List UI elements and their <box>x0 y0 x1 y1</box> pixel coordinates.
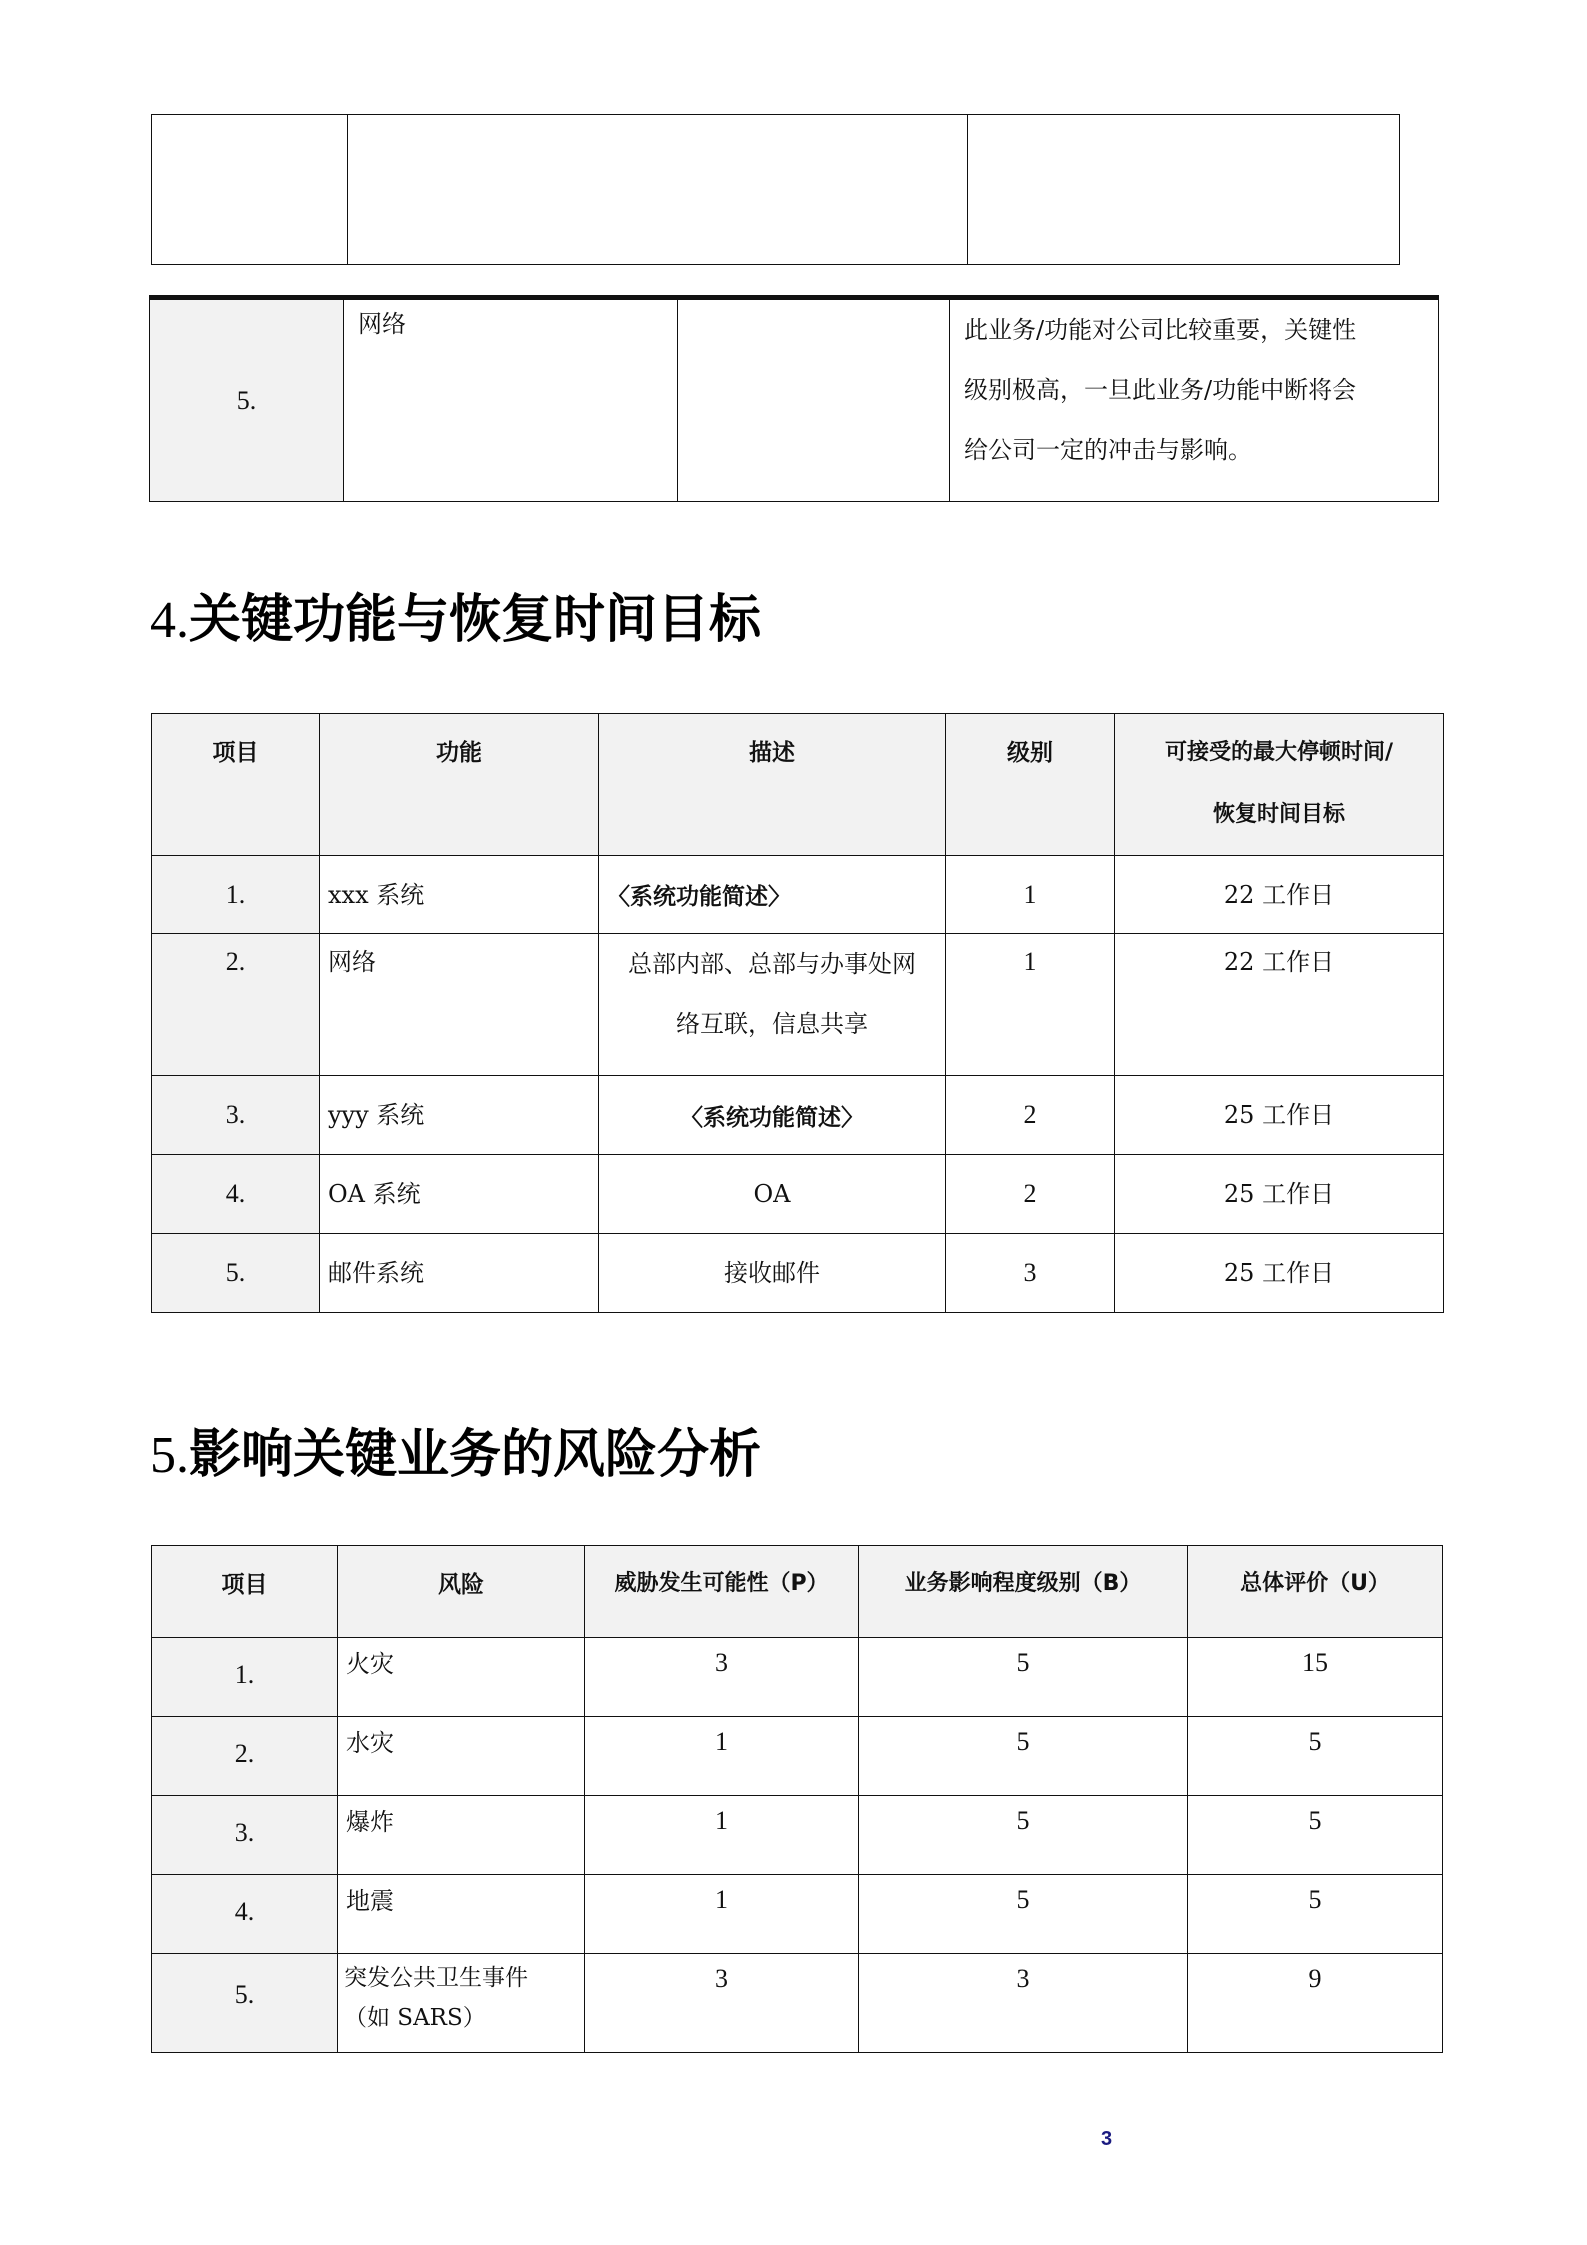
table-row <box>152 1076 1444 1155</box>
item-cell <box>150 298 344 502</box>
overall-cell <box>1188 1875 1443 1954</box>
section-number: 5. <box>150 1427 189 1484</box>
impact-cell <box>859 1875 1188 1954</box>
impact-value: 5 <box>1016 1806 1030 1835</box>
probability-value: 1 <box>715 1806 728 1835</box>
overall-value: 5 <box>1308 1806 1322 1835</box>
probability-value: 1 <box>715 1727 728 1756</box>
table-row <box>152 1954 1443 2053</box>
probability-cell <box>585 1638 859 1717</box>
description-text: OA <box>753 1180 791 1208</box>
item-cell <box>152 1954 338 2053</box>
description-line: 此业务/功能对公司比较重要，关键性 <box>964 316 1357 344</box>
description-cell <box>599 1155 946 1234</box>
level-value: 1 <box>1023 947 1037 976</box>
table-row <box>152 115 1400 265</box>
function-text: 网络 <box>328 948 376 976</box>
item-number: 4. <box>225 1179 246 1208</box>
empty-cell <box>348 115 968 265</box>
header-item: 项目 <box>152 714 320 856</box>
table-fragment-continued <box>149 295 1439 502</box>
level-value: 2 <box>1023 1179 1037 1208</box>
description-text: 〈系统功能简述〉 <box>607 884 791 910</box>
section-title: 影响关键业务的风险分析 <box>189 1425 762 1485</box>
function-text: OA 系统 <box>328 1180 421 1208</box>
item-cell <box>152 1155 320 1234</box>
item-number: 2. <box>234 1739 255 1768</box>
item-cell <box>152 115 348 265</box>
probability-cell <box>585 1954 859 2053</box>
overall-cell <box>1188 1796 1443 1875</box>
description-cell <box>950 298 1439 502</box>
table-row <box>152 1155 1444 1234</box>
recovery-time-table <box>151 713 1444 1313</box>
item-number: 5. <box>234 1980 255 2009</box>
function-cell <box>320 934 599 1076</box>
item-cell <box>152 1875 338 1954</box>
page-number: 3 <box>1101 2128 1113 2150</box>
probability-cell <box>585 1875 859 1954</box>
impact-value: 3 <box>1016 1964 1030 1993</box>
rto-value: 25 工作日 <box>1223 1259 1335 1287</box>
rto-cell <box>1115 856 1444 934</box>
table-row <box>152 1796 1443 1875</box>
rto-value: 22 工作日 <box>1223 948 1335 976</box>
item-cell <box>152 856 320 934</box>
description-cell <box>599 934 946 1076</box>
name-cell <box>344 298 678 502</box>
description-cell <box>599 856 946 934</box>
level-cell <box>946 1076 1115 1155</box>
item-number: 5. <box>236 385 257 415</box>
risk-cell <box>338 1954 585 2053</box>
rto-value: 25 工作日 <box>1223 1180 1335 1208</box>
header-rto-line1: 可接受的最大停顿时间/ <box>1164 740 1394 765</box>
table-row <box>152 856 1444 934</box>
description-line: 级别极高，一旦此业务/功能中断将会 <box>964 376 1357 404</box>
header-risk: 风险 <box>338 1546 585 1638</box>
overall-value: 9 <box>1308 1964 1322 1993</box>
item-number: 2. <box>225 947 246 976</box>
section-5-heading <box>150 1425 761 1486</box>
table-row <box>152 1875 1443 1954</box>
impact-cell <box>859 1954 1188 2053</box>
impact-cell <box>859 1717 1188 1796</box>
impact-value: 5 <box>1016 1885 1030 1914</box>
item-cell <box>152 1076 320 1155</box>
table-row <box>152 934 1444 1076</box>
item-cell <box>152 1638 338 1717</box>
rto-value: 25 工作日 <box>1223 1101 1335 1129</box>
level-value: 2 <box>1023 1100 1037 1129</box>
rto-cell <box>1115 1155 1444 1234</box>
overall-value: 5 <box>1308 1885 1322 1914</box>
header-rto <box>1115 714 1444 856</box>
risk-text: 突发公共卫生事件 <box>344 1965 528 1991</box>
description-line: 络互联，信息共享 <box>676 1010 868 1038</box>
probability-value: 3 <box>715 1648 728 1677</box>
level-value: 3 <box>1023 1258 1037 1287</box>
overall-cell <box>1188 1717 1443 1796</box>
header-rto-line2: 恢复时间目标 <box>1212 802 1345 827</box>
item-number: 1. <box>234 1660 255 1689</box>
section-title: 关键功能与恢复时间目标 <box>189 590 762 650</box>
impact-value: 5 <box>1016 1727 1030 1756</box>
item-cell <box>152 1717 338 1796</box>
table-row <box>152 1234 1444 1313</box>
probability-value: 3 <box>715 1964 728 1993</box>
risk-text-line2: （如 SARS） <box>344 2005 486 2031</box>
function-cell <box>320 856 599 934</box>
empty-cell <box>968 115 1400 265</box>
description-cell <box>599 1076 946 1155</box>
header-probability: 威胁发生可能性（P） <box>585 1546 859 1638</box>
risk-text: 水灾 <box>346 1729 394 1757</box>
item-cell <box>152 934 320 1076</box>
function-text: xxx 系统 <box>328 880 425 909</box>
header-level: 级别 <box>946 714 1115 856</box>
rto-cell <box>1115 1076 1444 1155</box>
header-function: 功能 <box>320 714 599 856</box>
function-cell <box>320 1234 599 1313</box>
item-cell <box>152 1796 338 1875</box>
table-header-row <box>152 714 1444 856</box>
risk-cell <box>338 1717 585 1796</box>
section-number: 4. <box>150 592 189 649</box>
function-text: yyy 系统 <box>328 1101 425 1129</box>
risk-text: 地震 <box>346 1887 394 1915</box>
name-text: 网络 <box>358 310 406 338</box>
probability-cell <box>585 1796 859 1875</box>
probability-cell <box>585 1717 859 1796</box>
description-line: 总部内部、总部与办事处网 <box>628 950 916 978</box>
section-4-heading <box>150 590 761 651</box>
risk-cell <box>338 1638 585 1717</box>
header-overall: 总体评价（U） <box>1188 1546 1443 1638</box>
overall-value: 15 <box>1302 1648 1328 1677</box>
level-value: 1 <box>1023 879 1037 909</box>
risk-analysis-table <box>151 1545 1443 2053</box>
header-description: 描述 <box>599 714 946 856</box>
item-number: 1. <box>225 879 246 909</box>
rto-cell <box>1115 1234 1444 1313</box>
empty-cell <box>678 298 950 502</box>
risk-cell <box>338 1796 585 1875</box>
overall-cell <box>1188 1638 1443 1717</box>
overall-value: 5 <box>1308 1727 1322 1756</box>
description-cell <box>599 1234 946 1313</box>
table-fragment-top <box>151 114 1400 265</box>
rto-value: 22 工作日 <box>1223 880 1335 909</box>
level-cell <box>946 934 1115 1076</box>
level-cell <box>946 1234 1115 1313</box>
impact-value: 5 <box>1016 1648 1030 1677</box>
risk-cell <box>338 1875 585 1954</box>
description-line: 给公司一定的冲击与影响。 <box>964 436 1252 464</box>
risk-text: 爆炸 <box>346 1808 394 1836</box>
function-text: 邮件系统 <box>328 1259 424 1287</box>
item-cell <box>152 1234 320 1313</box>
item-number: 3. <box>234 1818 255 1847</box>
item-number: 4. <box>234 1897 255 1926</box>
level-cell <box>946 1155 1115 1234</box>
table-row <box>152 1638 1443 1717</box>
function-cell <box>320 1155 599 1234</box>
table-row <box>152 1717 1443 1796</box>
risk-text: 火灾 <box>346 1650 394 1678</box>
header-impact: 业务影响程度级别（B） <box>859 1546 1188 1638</box>
level-cell <box>946 856 1115 934</box>
table-header-row <box>152 1546 1443 1638</box>
impact-cell <box>859 1638 1188 1717</box>
probability-value: 1 <box>715 1885 728 1914</box>
impact-cell <box>859 1796 1188 1875</box>
description-text: 接收邮件 <box>724 1259 820 1287</box>
table-row <box>150 298 1439 502</box>
overall-cell <box>1188 1954 1443 2053</box>
function-cell <box>320 1076 599 1155</box>
item-number: 3. <box>225 1100 246 1129</box>
rto-cell <box>1115 934 1444 1076</box>
description-text: 〈系统功能简述〉 <box>680 1104 864 1131</box>
header-item: 项目 <box>152 1546 338 1638</box>
item-number: 5. <box>225 1258 246 1287</box>
